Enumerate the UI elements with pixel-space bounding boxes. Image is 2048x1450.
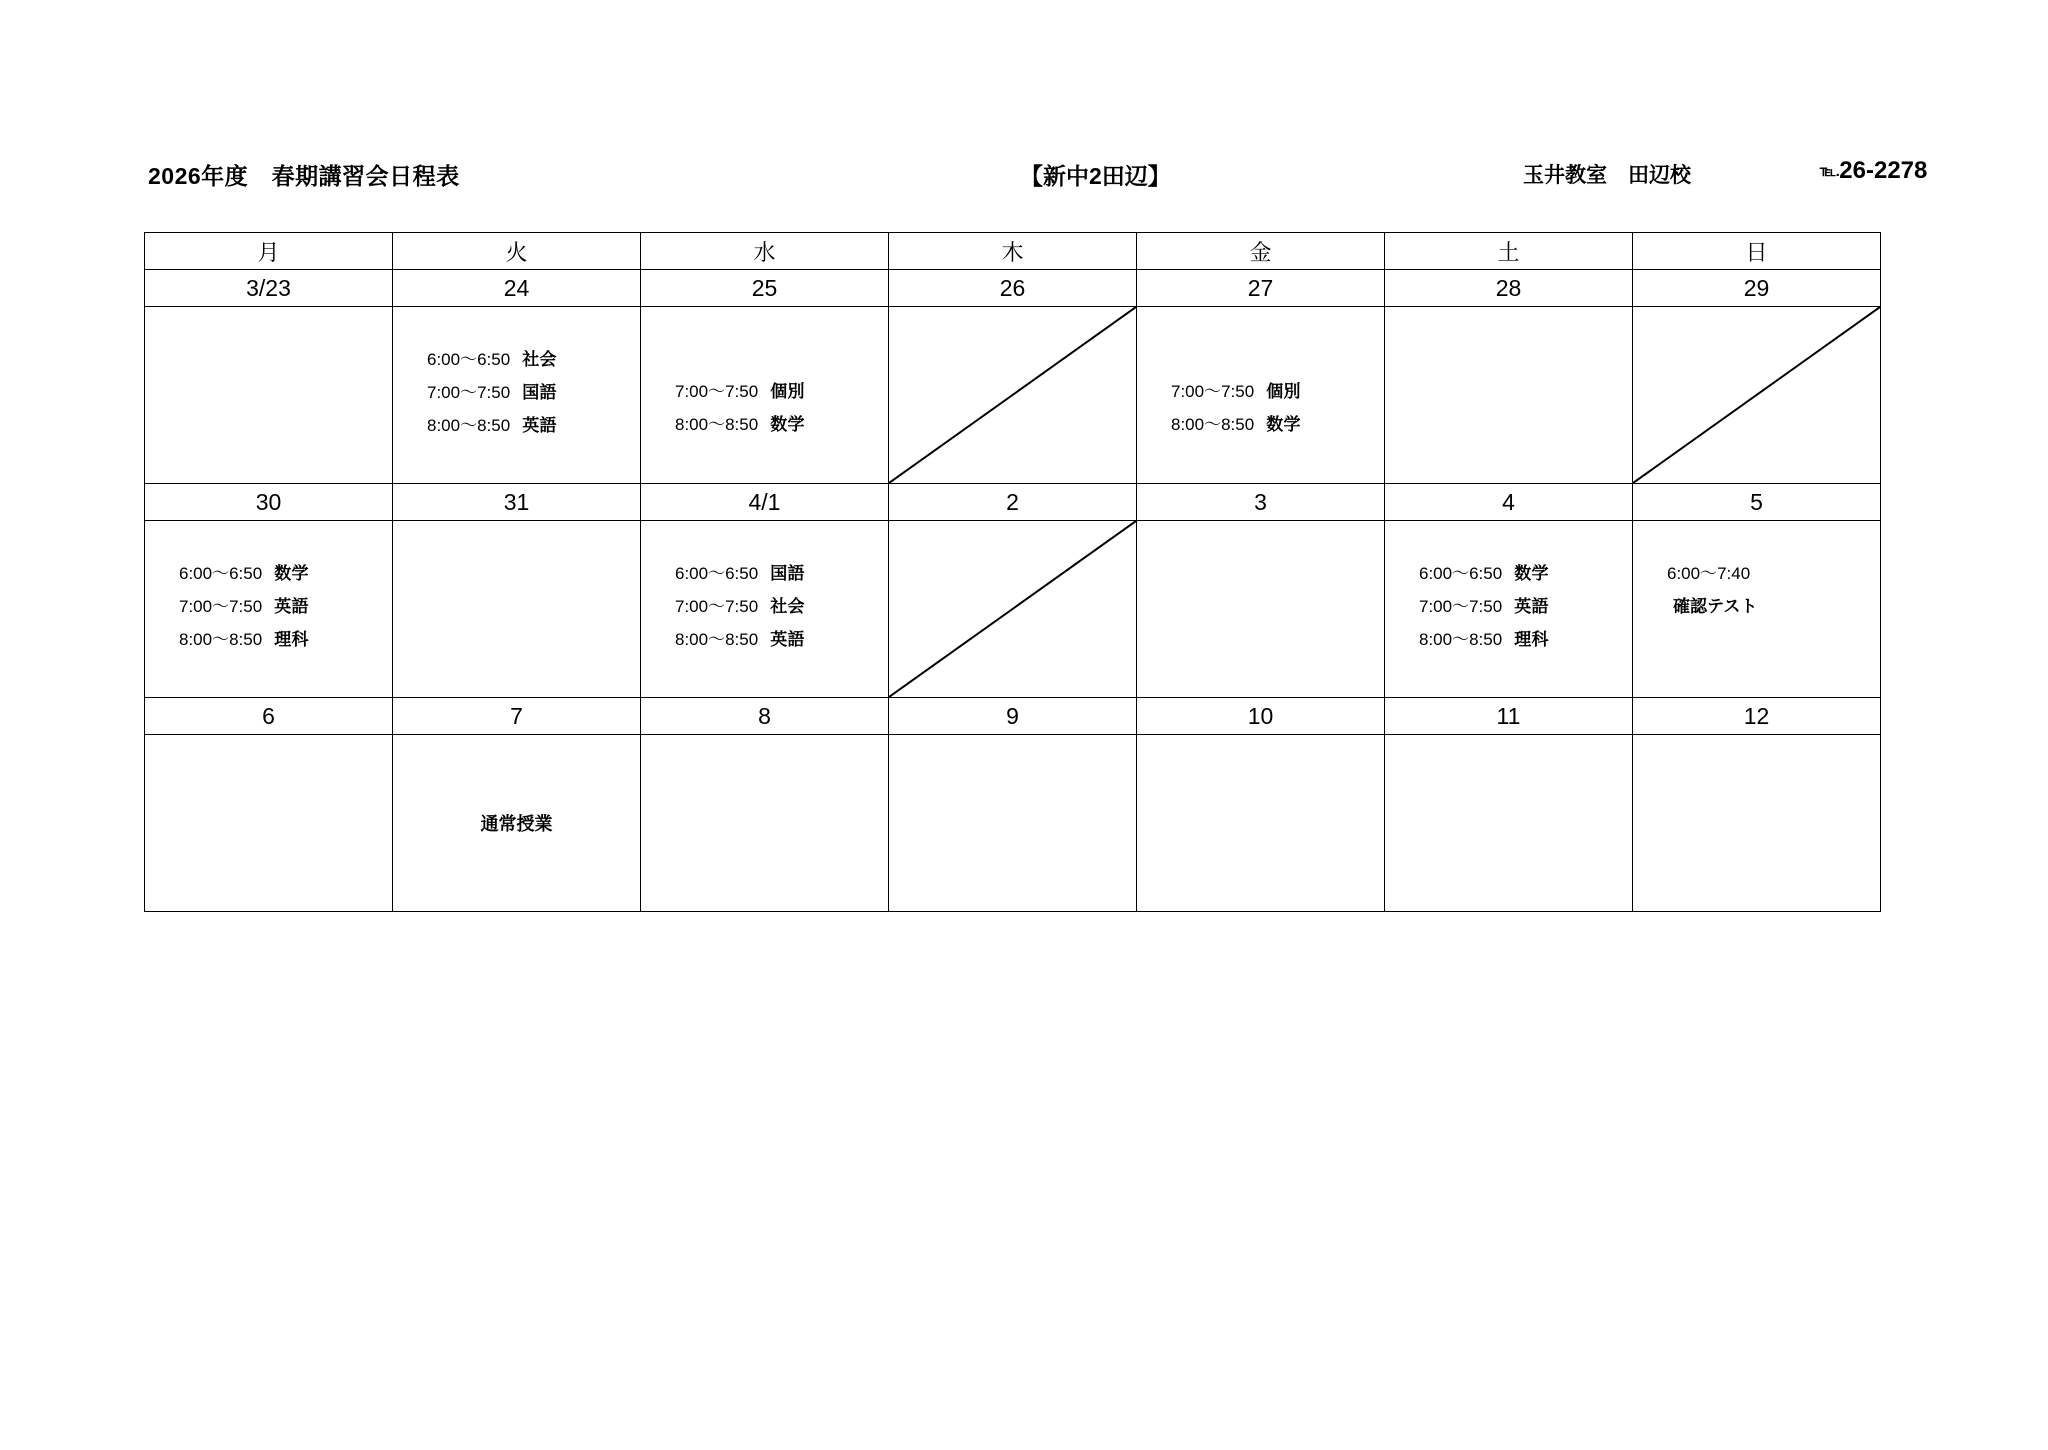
lesson-entry — [675, 557, 888, 590]
schedule-cell-thu — [889, 307, 1137, 484]
test-label: 確認テスト — [1673, 597, 1758, 616]
date-label: 24 — [503, 274, 530, 301]
schedule-row — [145, 521, 1881, 698]
no-class-diagonal-icon — [889, 521, 1136, 697]
date-cell — [1633, 698, 1881, 735]
schedule-cell-sun — [1633, 735, 1881, 912]
date-cell — [393, 270, 641, 307]
lesson-subject: 数学 — [770, 415, 805, 434]
tel-number: 26-2278 — [1839, 157, 1928, 184]
schedule-cell-sun — [1633, 307, 1881, 484]
date-label: 4/1 — [748, 488, 781, 515]
lesson-entry — [427, 376, 640, 409]
regular-class-note: 通常授業 — [480, 814, 553, 834]
dow-cell — [1137, 233, 1385, 270]
lesson-time: 6:00〜6:50 — [675, 564, 759, 583]
lesson-entry — [427, 409, 640, 442]
lesson-entry — [1171, 408, 1384, 441]
date-cell — [1137, 698, 1385, 735]
lesson-time: 7:00〜7:50 — [427, 383, 511, 402]
date-label: 11 — [1496, 702, 1521, 729]
dow-cell — [1633, 233, 1881, 270]
schedule-cell-thu — [889, 735, 1137, 912]
lesson-subject: 社会 — [522, 350, 557, 369]
schedule-cell-sat — [1385, 307, 1633, 484]
date-cell — [145, 698, 393, 735]
date-row — [145, 270, 1881, 307]
lesson-subject: 数学 — [274, 564, 309, 583]
lesson-time: 6:00〜6:50 — [1419, 564, 1503, 583]
date-label: 2 — [1006, 488, 1019, 515]
lesson-time: 8:00〜8:50 — [427, 416, 511, 435]
dow-cell — [393, 233, 641, 270]
dow-label: 金 — [1249, 239, 1272, 265]
schedule-cell-mon — [145, 521, 393, 698]
dow-cell — [1385, 233, 1633, 270]
date-label: 6 — [262, 702, 275, 729]
lesson-entry — [1171, 375, 1384, 408]
lesson-subject: 理科 — [274, 630, 309, 649]
test-time: 6:00〜7:40 — [1667, 564, 1751, 583]
dow-label: 土 — [1497, 239, 1520, 265]
lesson-time: 7:00〜7:50 — [179, 597, 263, 616]
schedule-cell-mon — [145, 307, 393, 484]
date-row — [145, 698, 1881, 735]
dow-cell — [145, 233, 393, 270]
schedule-cell-sat — [1385, 521, 1633, 698]
date-cell — [1633, 270, 1881, 307]
date-label: 5 — [1750, 488, 1763, 515]
lesson-time: 6:00〜6:50 — [427, 350, 511, 369]
schedule-table — [144, 232, 1881, 912]
schedule-cell-wed — [641, 735, 889, 912]
lesson-subject: 国語 — [770, 564, 805, 583]
telephone — [1820, 157, 1927, 185]
lesson-time: 8:00〜8:50 — [1419, 630, 1503, 649]
lesson-entry — [675, 408, 888, 441]
date-cell — [889, 484, 1137, 521]
dow-label: 日 — [1745, 239, 1768, 265]
date-label: 30 — [255, 488, 282, 515]
date-label: 3 — [1254, 488, 1267, 515]
date-cell — [1385, 698, 1633, 735]
tel-label: ℡. — [1820, 163, 1840, 180]
lesson-subject: 数学 — [1514, 564, 1549, 583]
lesson-subject: 個別 — [1266, 382, 1301, 401]
dow-label: 月 — [257, 239, 280, 265]
lesson-time: 7:00〜7:50 — [675, 597, 759, 616]
date-cell — [641, 484, 889, 521]
lesson-time: 7:00〜7:50 — [1171, 382, 1255, 401]
date-label: 12 — [1743, 702, 1770, 729]
date-cell — [889, 698, 1137, 735]
lesson-time: 8:00〜8:50 — [1171, 415, 1255, 434]
date-cell — [393, 698, 641, 735]
lesson-subject: 理科 — [1514, 630, 1549, 649]
schedule-cell-fri — [1137, 307, 1385, 484]
lesson-entry — [675, 375, 888, 408]
date-cell — [145, 484, 393, 521]
date-label: 4 — [1502, 488, 1515, 515]
lesson-subject: 英語 — [770, 630, 805, 649]
dow-cell — [889, 233, 1137, 270]
date-label: 25 — [751, 274, 778, 301]
date-label: 8 — [758, 702, 771, 729]
date-label: 7 — [510, 702, 523, 729]
lesson-time: 7:00〜7:50 — [675, 382, 759, 401]
lesson-entry — [427, 343, 640, 376]
dow-cell — [641, 233, 889, 270]
schedule-cell-tue — [393, 521, 641, 698]
date-cell — [641, 270, 889, 307]
lesson-entry — [179, 557, 392, 590]
lesson-entry — [179, 590, 392, 623]
date-cell — [1137, 484, 1385, 521]
schedule-row — [145, 307, 1881, 484]
lesson-entry — [179, 623, 392, 656]
dow-label: 木 — [1001, 239, 1024, 265]
schedule-cell-sun — [1633, 521, 1881, 698]
schedule-cell-wed — [641, 521, 889, 698]
schedule-cell-tue — [393, 735, 641, 912]
lesson-entry — [675, 623, 888, 656]
schedule-cell-thu — [889, 521, 1137, 698]
lesson-subject: 数学 — [1266, 415, 1301, 434]
date-cell — [1385, 484, 1633, 521]
no-class-diagonal-icon — [1633, 307, 1880, 483]
date-label: 29 — [1743, 274, 1770, 301]
lesson-subject: 英語 — [274, 597, 309, 616]
schedule-cell-wed — [641, 307, 889, 484]
date-label: 27 — [1247, 274, 1274, 301]
lesson-subject: 英語 — [522, 416, 557, 435]
lesson-subject: 英語 — [1514, 597, 1549, 616]
date-cell — [1137, 270, 1385, 307]
schedule-row — [145, 735, 1881, 912]
date-label: 31 — [503, 488, 530, 515]
school-name: 玉井教室 田辺校 — [1523, 164, 1691, 187]
lesson-time: 8:00〜8:50 — [675, 415, 759, 434]
lesson-time: 6:00〜6:50 — [179, 564, 263, 583]
lesson-time: 7:00〜7:50 — [1419, 597, 1503, 616]
date-label: 3/23 — [246, 274, 291, 301]
lesson-entry — [675, 590, 888, 623]
date-cell — [1385, 270, 1633, 307]
schedule-cell-mon — [145, 735, 393, 912]
lesson-entry — [1419, 590, 1632, 623]
lesson-subject: 国語 — [522, 383, 557, 402]
schedule-cell-fri — [1137, 521, 1385, 698]
lesson-entry — [1419, 623, 1632, 656]
date-row — [145, 484, 1881, 521]
lesson-time: 8:00〜8:50 — [179, 630, 263, 649]
page-title: 2026年度 春期講習会日程表 — [148, 163, 460, 189]
date-cell — [393, 484, 641, 521]
date-cell — [145, 270, 393, 307]
lesson-entry — [1419, 557, 1632, 590]
lesson-subject: 社会 — [770, 597, 805, 616]
schedule-cell-sat — [1385, 735, 1633, 912]
lesson-subject: 個別 — [770, 382, 805, 401]
dow-label: 水 — [753, 239, 776, 265]
schedule-cell-fri — [1137, 735, 1385, 912]
schedule-cell-tue — [393, 307, 641, 484]
class-label: 【新中2田辺】 — [1020, 163, 1171, 189]
dow-label: 火 — [505, 239, 528, 265]
date-label: 28 — [1495, 274, 1522, 301]
date-label: 10 — [1247, 702, 1274, 729]
document-header — [148, 157, 1928, 192]
date-cell — [641, 698, 889, 735]
date-label: 9 — [1006, 702, 1019, 729]
date-label: 26 — [999, 274, 1026, 301]
no-class-diagonal-icon — [889, 307, 1136, 483]
lesson-time: 8:00〜8:50 — [675, 630, 759, 649]
date-cell — [889, 270, 1137, 307]
date-cell — [1633, 484, 1881, 521]
table-header-row — [145, 233, 1881, 270]
